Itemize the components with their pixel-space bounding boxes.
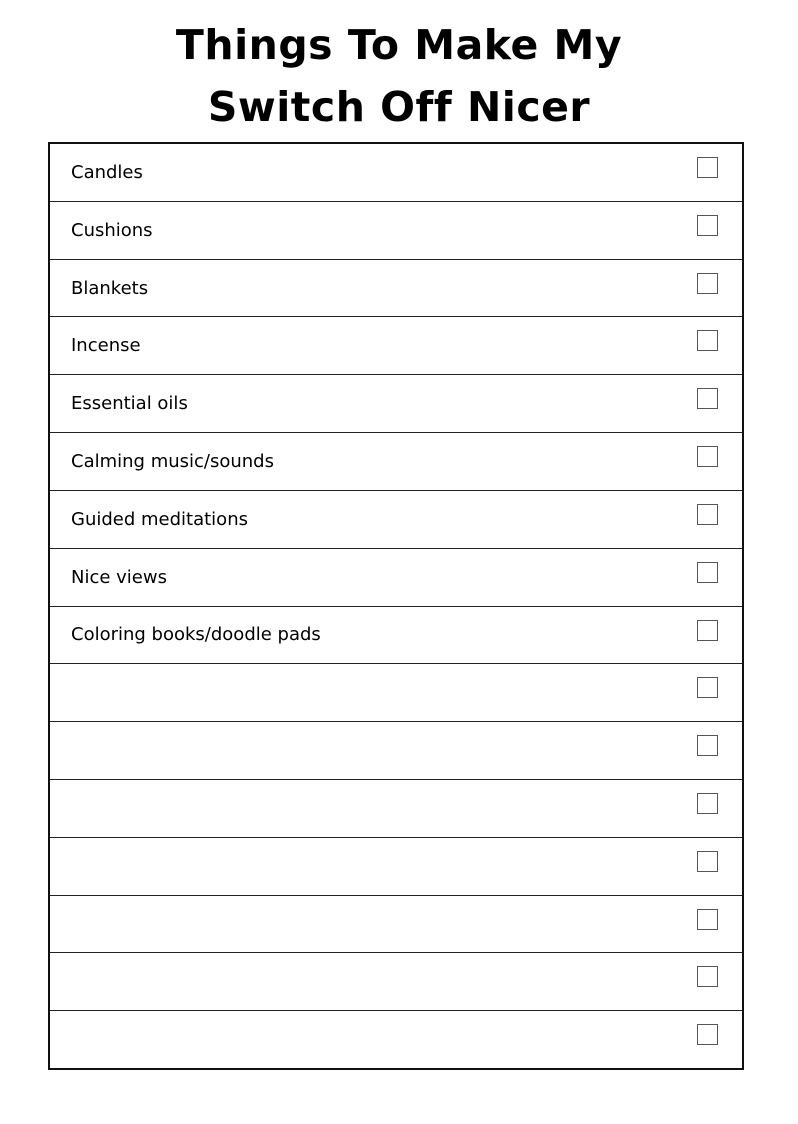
checklist-row-blank — [50, 953, 742, 1011]
page-title — [0, 14, 798, 138]
checkbox[interactable] — [697, 446, 718, 467]
item-label: Blankets — [71, 277, 149, 299]
item-label: Candles — [71, 161, 143, 183]
checklist-table — [48, 142, 744, 1070]
item-label: Cushions — [71, 219, 153, 241]
title-line-2: Switch Off Nicer — [207, 83, 591, 131]
checkbox[interactable] — [697, 966, 718, 987]
checklist-row — [50, 375, 742, 433]
checkbox[interactable] — [697, 677, 718, 698]
item-label: Calming music/sounds — [71, 450, 274, 472]
checklist-row — [50, 607, 742, 665]
checkbox[interactable] — [697, 735, 718, 756]
checkbox[interactable] — [697, 851, 718, 872]
checkbox[interactable] — [697, 157, 718, 178]
checklist-row-blank — [50, 838, 742, 896]
checklist-row — [50, 491, 742, 549]
item-label: Guided meditations — [71, 508, 248, 530]
checkbox[interactable] — [697, 388, 718, 409]
checkbox[interactable] — [697, 909, 718, 930]
checklist-row — [50, 317, 742, 375]
checklist-row-blank — [50, 780, 742, 838]
checkbox[interactable] — [697, 273, 718, 294]
checkbox[interactable] — [697, 215, 718, 236]
checkbox[interactable] — [697, 562, 718, 583]
checklist-row — [50, 260, 742, 318]
item-label: Coloring books/doodle pads — [71, 624, 321, 646]
item-label: Nice views — [71, 566, 167, 588]
checkbox[interactable] — [697, 793, 718, 814]
checklist-row — [50, 549, 742, 607]
checklist-row — [50, 144, 742, 202]
checkbox[interactable] — [697, 504, 718, 525]
checkbox[interactable] — [697, 330, 718, 351]
checkbox[interactable] — [697, 1024, 718, 1045]
item-label: Essential oils — [71, 393, 188, 415]
checkbox[interactable] — [697, 620, 718, 641]
title-line-1: Things To Make My — [175, 21, 623, 69]
checklist-row — [50, 202, 742, 260]
checklist-row-blank — [50, 896, 742, 954]
checklist-row-blank — [50, 1011, 742, 1068]
item-label: Incense — [71, 335, 141, 357]
checklist-row-blank — [50, 722, 742, 780]
checklist-row-blank — [50, 664, 742, 722]
checklist-row — [50, 433, 742, 491]
